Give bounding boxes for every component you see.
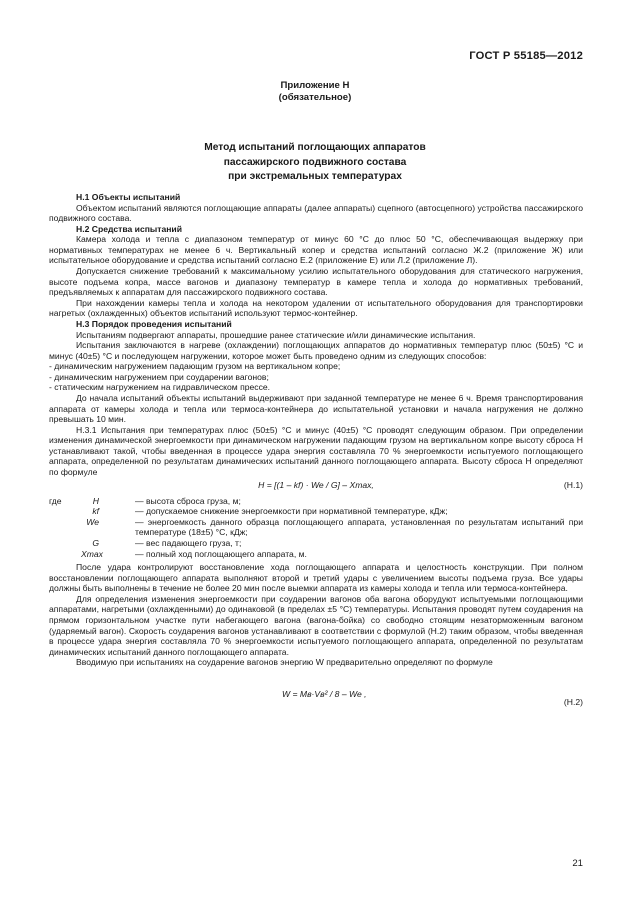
- paragraph: После удара контролируют восстановление хода поглощающего аппарата и целостность конструкции. При полном восстановлении поглощающего аппарата выполняют второй и третий удары с увеличением высоты подъема груза. Все удары должны быть выполнены в течение не более 20 мин после выемки аппарата из камеры холода и тепла или термоса-контейнера.: [49, 562, 583, 594]
- definition-item: [49, 538, 583, 549]
- list-item: - динамическим нагружением при соударении вагонов;: [49, 371, 269, 382]
- definition-symbol: H: [92, 495, 99, 506]
- paragraph: При нахождении камеры тепла и холода на некотором удалении от испытательного оборудования для транспортировки нагретых (охлажденных) объектов испытаний используют термос-контейнер.: [49, 297, 583, 319]
- definition-symbol: G: [92, 537, 99, 548]
- paragraph: Допускается снижение требований к максимальному усилию испытательного оборудования для статического нагружения, высоте подъема копра, массе вагонов и диапазону температур в камере тепла и холода до нормативных требований, предъявляемых к аппаратам для пассажирского подвижного состава.: [49, 266, 583, 298]
- section-heading: Н.1 Объекты испытаний: [76, 192, 181, 202]
- paragraph: Вводимую при испытаниях на соударение вагонов энергию W предварительно определяют по формуле: [76, 657, 493, 668]
- section-heading: Н.2 Средства испытаний: [76, 223, 182, 234]
- paragraph: Для определения изменения энергоемкости при соударении вагонов оба вагона оборудуют испытуемыми поглощающими аппаратами, нагретыми (охлажденными) до одинаковой (в пределах ±5 °С) температуры. Испытания проводят путем соударения на прямом горизонтальном участке пути набегающего вагона (вагона-бойка) со свободно стоящим незаторможенным вагоном (ударяемый вагон). Скорость соударения вагонов устанавливают в соответствии с формулой (Н.2) таким образом, чтобы введенная в процессе удара энергия составляла 70 % энергоемкости испытуемого поглощающего аппарата, определенной по результатам динамических испытаний данного поглощающего аппарата.: [49, 593, 583, 657]
- definition-text: — вес падающего груза, т;: [135, 537, 242, 548]
- definition-text: — высота сброса груза, м;: [135, 495, 241, 506]
- formula-number: (Н.1): [563, 479, 583, 490]
- list-item: - динамическим нагружением падающим грузом на вертикальном копре;: [49, 361, 341, 372]
- appendix-status: (обязательное): [278, 92, 352, 103]
- title-line: Метод испытаний поглощающих аппаратов: [204, 142, 426, 153]
- definition-text: — допускаемое снижение энергоемкости при нормативной температуре, кДж;: [135, 506, 448, 517]
- definition-text: — энергоемкость данного образца поглощающего аппарата, установленная по результатам испытаний при температуре (18±5) °С, кДж;: [135, 516, 583, 538]
- formula-expression: H = [(1 – kf) · We / G] – Xmax,: [258, 479, 374, 490]
- paragraph: До начала испытаний объекты испытаний выдерживают при заданной температуре не менее 6 ч. Время транспортирования аппарата от камеры холода и тепла или термоса-контейнера до испытательной установки и начала нагружения не должно превышать 10 мин.: [49, 392, 583, 425]
- where-label: где: [49, 495, 62, 506]
- definition-item: [49, 549, 583, 560]
- formula-number: (Н.2): [563, 696, 583, 707]
- paragraph: Испытаниям подвергают аппараты, прошедшие ранее статические и/или динамические испытания.: [76, 329, 476, 340]
- appendix-title: Приложение Н: [280, 80, 350, 91]
- definition-text: — полный ход поглощающего аппарата, м.: [135, 548, 307, 559]
- definition-symbol: We: [86, 516, 99, 527]
- paragraph: Испытания заключаются в нагреве (охлаждении) поглощающих аппаратов до нормативных температур плюс (50±5) °С и минус (40±5) °С и последующем нагружении, которое может быть проведено одним из следующих способов:: [49, 340, 583, 361]
- definitions: [49, 496, 583, 559]
- formula-expression: W = Mв·Vв² / 8 – We ,: [282, 688, 367, 699]
- definition-item: [49, 496, 583, 507]
- body-text: [49, 192, 583, 712]
- page-number: 21: [572, 858, 583, 869]
- list-item: - статическим нагружением на гидравлическом прессе.: [49, 382, 271, 393]
- definition-symbol: Xmax: [81, 548, 103, 559]
- title-line: пассажирского подвижного состава: [223, 156, 407, 168]
- paragraph: Камера холода и тепла с диапазоном температур от минус 60 °С до плюс 50 °С, обеспечивающая выдержку при нормативных температурах не менее 6 ч. Вертикальный копер и средства испытаний согласно Ж.2 (приложение Ж) или испытательное оборудование и средства испытаний согласно Е.2 (приложение Е) или Л.2 (приложение Л).: [49, 234, 583, 266]
- formula-n2: [49, 688, 583, 712]
- standard-header: ГОСТ Р 55185—2012: [469, 50, 583, 62]
- section-heading: Н.3 Порядок проведения испытаний: [76, 318, 232, 329]
- paragraph: Н.3.1 Испытания при температурах плюс (50±5) °С и минус (40±5) °С проводят следующим образом. При определении изменения динамической энергоемкости при динамическом нагружении падающим грузом на вертикальном копре высоту сброса Н устанавливают такой, чтобы введенная в процессе удара энергия составляла 70 % энергоемкости испытуемого поглощающего аппарата, определенной по результатам динамических испытаний данного поглощающего аппарата. Высоту сброса Н определяют по формуле: [49, 424, 583, 478]
- formula-n1: [49, 478, 583, 494]
- definition-item: [49, 506, 583, 517]
- document-title: [0, 141, 630, 185]
- definition-item: [49, 517, 583, 538]
- title-line: при экстремальных температурах: [228, 171, 402, 183]
- definition-symbol: kf: [92, 506, 99, 517]
- paragraph: Объектом испытаний являются поглощающие аппараты (далее аппараты) сцепного (автосцепного) устройства пассажирского подвижного состава.: [49, 202, 583, 224]
